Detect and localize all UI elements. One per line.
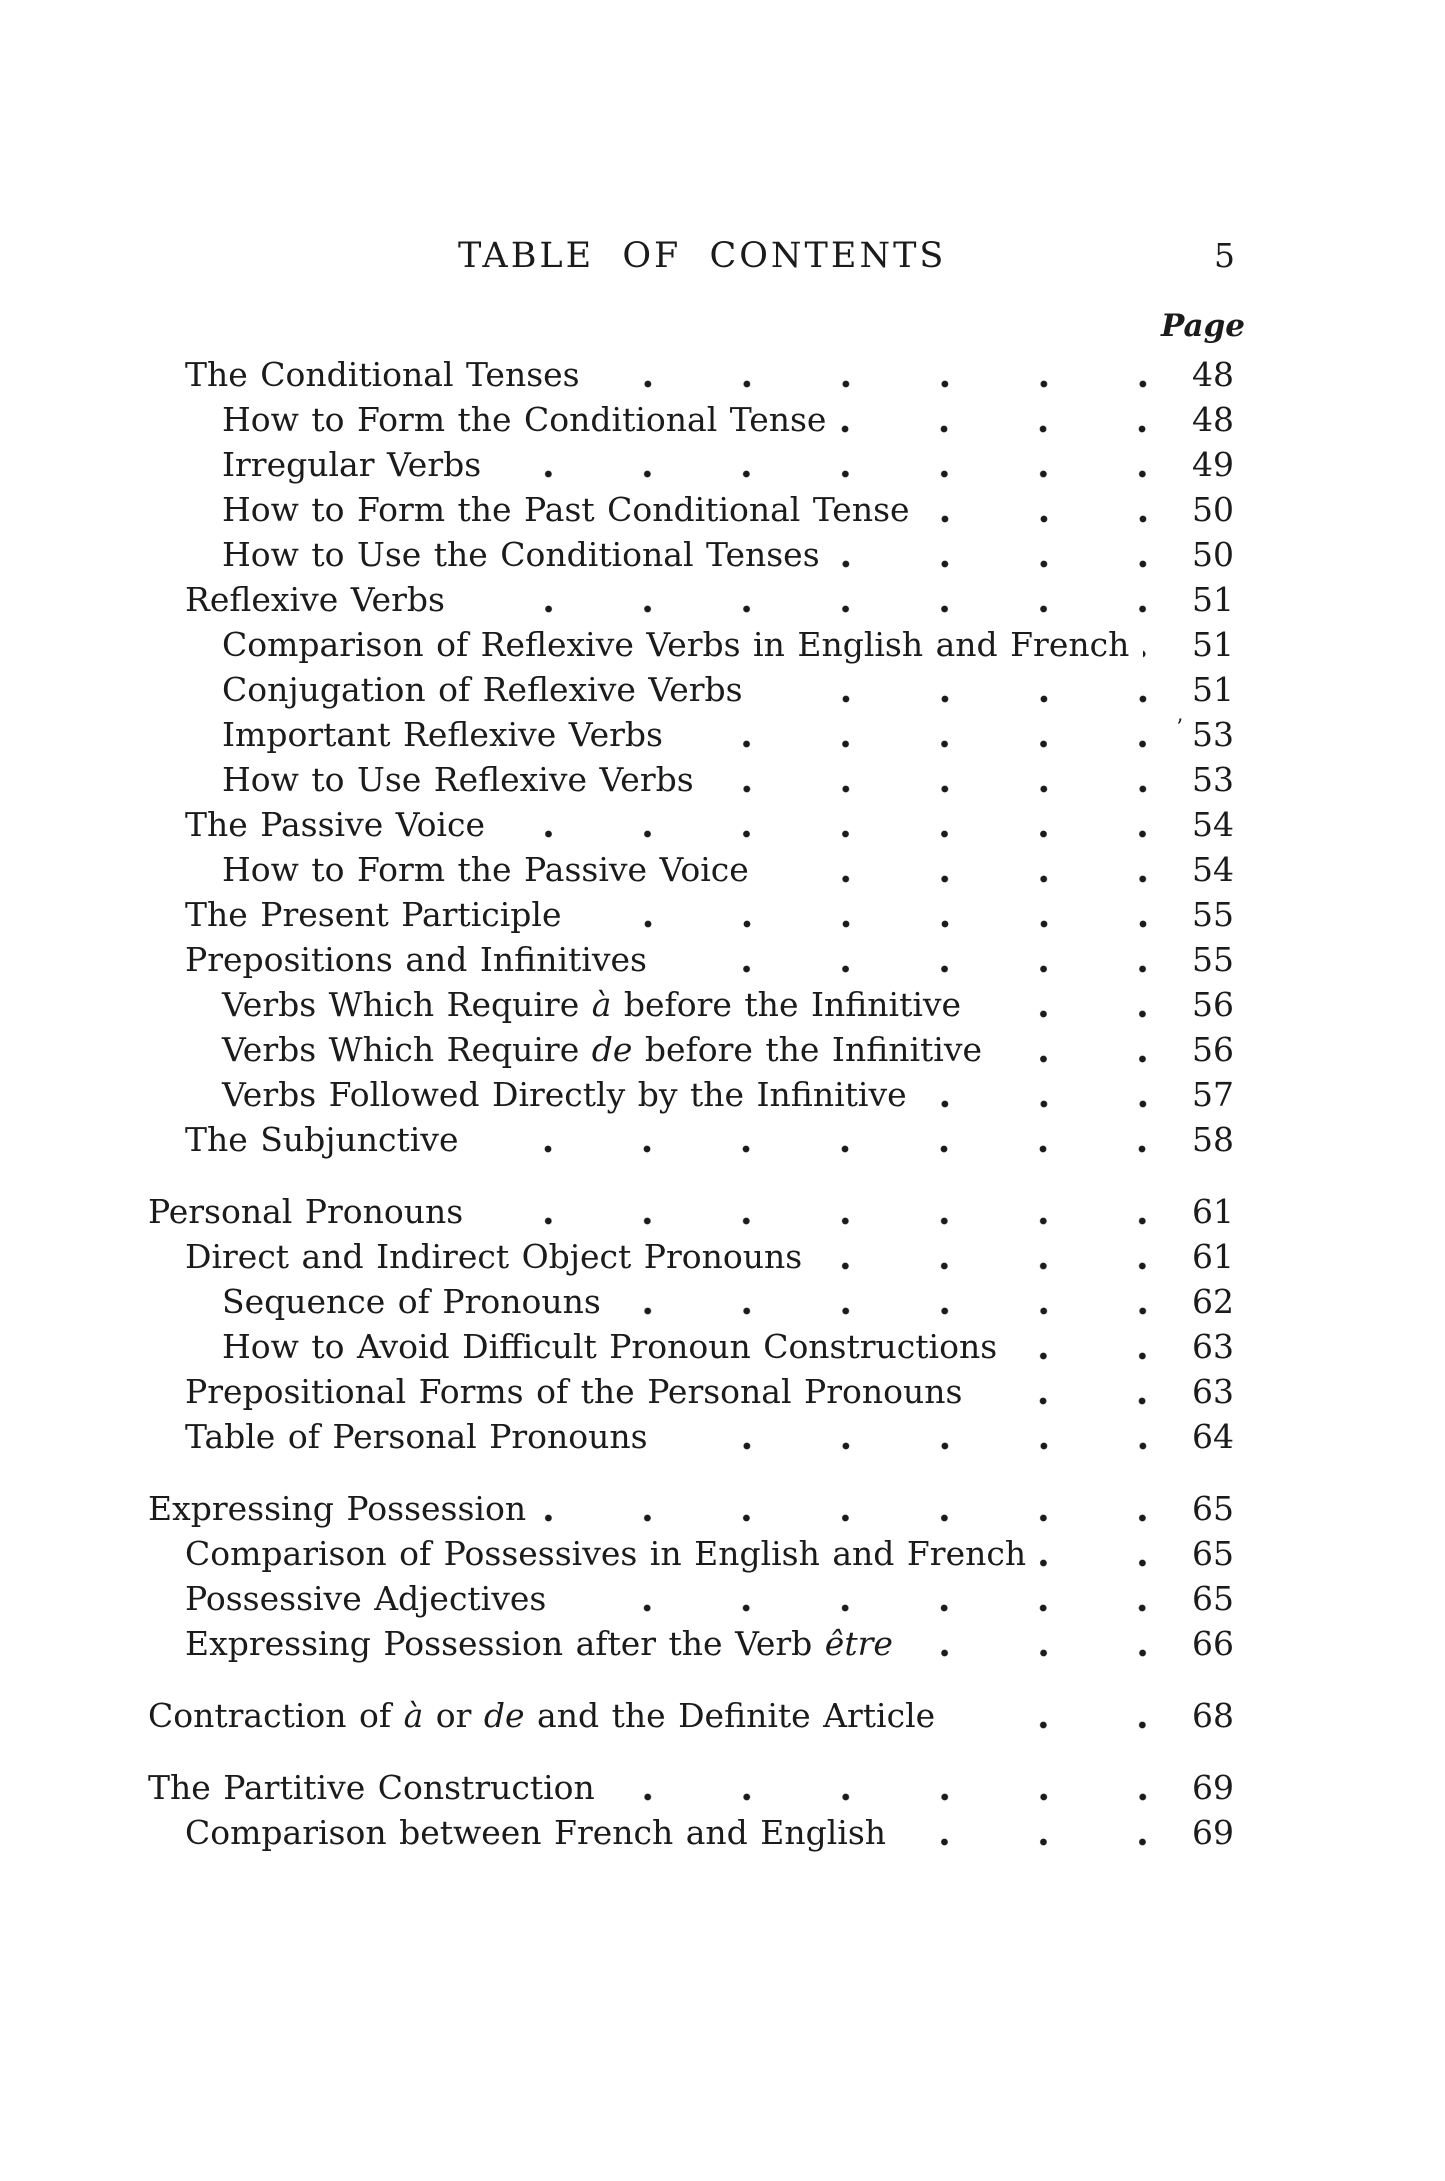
page-number-text: 50 — [1192, 490, 1234, 529]
toc-entry-page — [1174, 487, 1234, 532]
toc-entry-page — [1174, 892, 1234, 937]
toc-list — [148, 352, 1234, 1855]
dot-leader — [477, 1189, 1174, 1234]
title-text: before the Infinitive — [611, 985, 962, 1024]
toc-entry — [148, 892, 1234, 937]
toc-entry-title — [222, 1279, 601, 1324]
toc-entry — [148, 1189, 1234, 1234]
title-text: de — [483, 1696, 525, 1735]
toc-entry-title — [222, 532, 820, 577]
toc-block — [148, 1189, 1234, 1459]
dot-leader — [1040, 1531, 1174, 1576]
title-text: Comparison of Possessives in English and French — [185, 1534, 1027, 1573]
dot-leader — [975, 982, 1174, 1027]
title-text: Important Reflexive Verbs — [222, 715, 663, 754]
toc-entry — [148, 487, 1234, 532]
dot-leader — [949, 1693, 1174, 1738]
page-number-text: 48 — [1192, 355, 1234, 394]
toc-entry-title — [222, 667, 743, 712]
toc-entry-title — [185, 802, 485, 847]
toc-entry-page — [1174, 1810, 1234, 1855]
toc-entry — [148, 1414, 1234, 1459]
toc-entry — [148, 397, 1234, 442]
page-title: TABLE OF CONTENTS — [458, 236, 947, 276]
toc-entry-page — [1174, 397, 1234, 442]
toc-entry — [148, 1234, 1234, 1279]
page-number-text: 49 — [1192, 445, 1234, 484]
page-number-text: 56 — [1192, 985, 1234, 1024]
dot-leader — [834, 532, 1174, 577]
page-number-text: 65 — [1192, 1489, 1234, 1528]
folio-page-number: 5 — [1214, 236, 1235, 275]
dot-leader — [921, 1072, 1174, 1117]
toc-entry-page — [1174, 757, 1234, 802]
toc-entry-title — [185, 937, 647, 982]
toc-entry-title — [148, 1486, 526, 1531]
dot-leader — [662, 1414, 1174, 1459]
title-text: Irregular Verbs — [222, 445, 482, 484]
page-number-text: 66 — [1192, 1624, 1234, 1663]
page-number-text: 57 — [1192, 1075, 1234, 1114]
toc-entry-page — [1174, 802, 1234, 847]
toc-entry — [148, 667, 1234, 712]
toc-entry — [148, 757, 1234, 802]
dot-leader — [499, 802, 1174, 847]
title-text: or — [423, 1696, 484, 1735]
title-text: How to Form the Past Conditional Tense — [222, 490, 910, 529]
toc-entry — [148, 532, 1234, 577]
title-text: Prepositions and Infinitives — [185, 940, 647, 979]
title-text: How to Form the Conditional Tense — [222, 400, 827, 439]
title-text: The Conditional Tenses — [185, 355, 580, 394]
page-number-text: 62 — [1192, 1282, 1234, 1321]
page-number-text: 54 — [1192, 805, 1234, 844]
toc-block — [148, 352, 1234, 1162]
title-text: How to Avoid Difficult Pronoun Constructions — [222, 1327, 998, 1366]
toc-entry-title — [148, 1765, 595, 1810]
page-number-text: 68 — [1192, 1696, 1234, 1735]
page-number-text: 61 — [1192, 1237, 1234, 1276]
toc-entry-title — [185, 1369, 962, 1414]
dot-leader — [816, 1234, 1174, 1279]
title-text: Possessive Adjectives — [185, 1579, 547, 1618]
page-number-text: 58 — [1192, 1120, 1234, 1159]
toc-entry-page — [1174, 982, 1234, 1027]
toc-entry-title — [185, 892, 562, 937]
page-number-text: 65 — [1192, 1579, 1234, 1618]
toc-entry-title — [185, 1234, 802, 1279]
title-text: de — [591, 1030, 633, 1069]
toc-entry-page — [1174, 1486, 1234, 1531]
toc-entry — [148, 1117, 1234, 1162]
toc-entry-page — [1174, 577, 1234, 622]
toc-entry-title — [222, 487, 910, 532]
title-text: Personal Pronouns — [148, 1192, 464, 1231]
toc-entry-title — [222, 982, 961, 1027]
dot-leader — [661, 937, 1174, 982]
title-text: The Subjunctive — [185, 1120, 459, 1159]
page-number-text: 61 — [1192, 1192, 1234, 1231]
dot-leader — [840, 397, 1174, 442]
toc-block — [148, 1486, 1234, 1666]
toc-entry-title — [222, 712, 663, 757]
title-text: How to Use Reflexive Verbs — [222, 760, 694, 799]
toc-entry-title — [222, 847, 749, 892]
toc-entry-title — [185, 1414, 648, 1459]
toc-entry — [148, 847, 1234, 892]
toc-entry-page — [1174, 1072, 1234, 1117]
toc-entry — [148, 937, 1234, 982]
title-text: Direct and Indirect Object Pronouns — [185, 1237, 803, 1276]
page-number-text: 54 — [1192, 850, 1234, 889]
dot-leader — [615, 1279, 1174, 1324]
title-text: Expressing Possession — [148, 1489, 527, 1528]
toc-entry — [148, 1324, 1234, 1369]
title-text: The Passive Voice — [185, 805, 486, 844]
toc-entry — [148, 982, 1234, 1027]
toc-entry-page — [1174, 937, 1234, 982]
toc-entry-title — [222, 442, 481, 487]
toc-entry — [148, 1486, 1234, 1531]
toc-entry — [148, 1279, 1234, 1324]
page-number-text: 51 — [1192, 670, 1234, 709]
toc-entry-page — [1174, 1576, 1234, 1621]
toc-entry-page — [1174, 1279, 1234, 1324]
toc-entry-title — [148, 1693, 935, 1738]
toc-entry-title — [222, 1072, 907, 1117]
toc-entry-page — [1174, 442, 1234, 487]
title-text: and the Definite Article — [524, 1696, 936, 1735]
toc-entry — [148, 1072, 1234, 1117]
toc-entry-title — [222, 397, 826, 442]
page-number-text: 69 — [1192, 1813, 1234, 1852]
toc-entry — [148, 1576, 1234, 1621]
toc-entry-title — [148, 1189, 463, 1234]
dot-leader — [560, 1576, 1174, 1621]
dot-leader — [708, 757, 1174, 802]
toc-entry — [148, 442, 1234, 487]
title-text: à — [591, 985, 612, 1024]
dot-leader — [540, 1486, 1174, 1531]
toc-entry-page — [1174, 532, 1234, 577]
toc-entry-page — [1174, 847, 1234, 892]
page-number-text: 65 — [1192, 1534, 1234, 1573]
toc-entry-title — [222, 1027, 982, 1072]
title-text: Verbs Followed Directly by the Infinitive — [222, 1075, 907, 1114]
toc-entry — [148, 1765, 1234, 1810]
toc-block — [148, 1693, 1234, 1738]
toc-entry — [148, 577, 1234, 622]
stray-apostrophe-mark: ’ — [1176, 715, 1183, 739]
toc-entry-page — [1174, 1324, 1234, 1369]
toc-entry-title — [222, 622, 1129, 667]
page-number-text: 63 — [1192, 1327, 1234, 1366]
dot-leader — [594, 352, 1174, 397]
toc-entry-title — [185, 1531, 1026, 1576]
title-text: How to Form the Passive Voice — [222, 850, 749, 889]
toc-entry — [148, 1531, 1234, 1576]
toc-entry — [148, 712, 1234, 757]
toc-entry-page — [1174, 712, 1234, 757]
toc-entry-page — [1174, 1531, 1234, 1576]
toc-entry — [148, 1693, 1234, 1738]
toc-entry-title — [222, 757, 694, 802]
toc-entry-page — [1174, 1369, 1234, 1414]
page-number-text: 69 — [1192, 1768, 1234, 1807]
toc-block — [148, 1765, 1234, 1855]
title-text: How to Use the Conditional Tenses — [222, 535, 820, 574]
dot-leader — [495, 442, 1174, 487]
toc-entry-title — [185, 1810, 886, 1855]
dot-leader — [763, 847, 1174, 892]
toc-entry-title — [185, 1117, 458, 1162]
dot-leader — [900, 1810, 1174, 1855]
toc-entry-page — [1174, 1234, 1234, 1279]
page-number-text: 51 — [1192, 580, 1234, 619]
dot-leader — [976, 1369, 1174, 1414]
page-column-label: Page — [1161, 308, 1245, 344]
toc-entry-page — [1174, 1693, 1234, 1738]
title-text: Expressing Possession after the Verb — [185, 1624, 825, 1663]
toc-entry-page — [1174, 352, 1234, 397]
page-number-text: 53 — [1192, 715, 1234, 754]
toc-entry-title — [185, 352, 580, 397]
toc-entry — [148, 802, 1234, 847]
toc-entry-title — [185, 1621, 893, 1666]
page-number-text: 55 — [1192, 895, 1234, 934]
toc-entry — [148, 622, 1234, 667]
toc-entry-page — [1174, 1117, 1234, 1162]
page-number-text: 63 — [1192, 1372, 1234, 1411]
page-number-text: 51 — [1192, 625, 1234, 664]
title-text: Table of Personal Pronouns — [185, 1417, 648, 1456]
title-text: Contraction of — [148, 1696, 404, 1735]
title-text: à — [403, 1696, 424, 1735]
page-number-text: 48 — [1192, 400, 1234, 439]
title-text: Conjugation of Reflexive Verbs — [222, 670, 743, 709]
toc-entry-page — [1174, 667, 1234, 712]
title-text: Comparison between French and English — [185, 1813, 887, 1852]
title-text: Prepositional Forms of the Personal Pronouns — [185, 1372, 963, 1411]
dot-leader — [757, 667, 1174, 712]
dot-leader — [924, 487, 1174, 532]
dot-leader — [609, 1765, 1174, 1810]
toc-entry-title — [185, 1576, 546, 1621]
toc-entry-page — [1174, 1765, 1234, 1810]
page-number-text: 50 — [1192, 535, 1234, 574]
dot-leader — [1143, 622, 1174, 667]
title-text: The Present Participle — [185, 895, 562, 934]
dot-leader — [1011, 1324, 1174, 1369]
toc-entry — [148, 1810, 1234, 1855]
dot-leader — [907, 1621, 1174, 1666]
page-number-text: 53 — [1192, 760, 1234, 799]
title-text: The Partitive Construction — [148, 1768, 595, 1807]
toc-entry — [148, 1621, 1234, 1666]
toc-entry — [148, 1369, 1234, 1414]
toc-entry-page — [1174, 1189, 1234, 1234]
page-number-text: 55 — [1192, 940, 1234, 979]
page-header — [458, 236, 1235, 276]
title-text: Verbs Which Require — [222, 985, 592, 1024]
dot-leader — [576, 892, 1175, 937]
toc-entry-page — [1174, 622, 1234, 667]
dot-leader — [677, 712, 1174, 757]
page-number-text: 64 — [1192, 1417, 1234, 1456]
toc-entry-page — [1174, 1414, 1234, 1459]
toc-entry — [148, 352, 1234, 397]
dot-leader — [996, 1027, 1174, 1072]
toc-entry-page — [1174, 1027, 1234, 1072]
title-text: Reflexive Verbs — [185, 580, 445, 619]
toc-entry-page — [1174, 1621, 1234, 1666]
toc-entry-title — [222, 1324, 997, 1369]
title-text: être — [824, 1624, 893, 1663]
title-text: before the Infinitive — [632, 1030, 983, 1069]
toc-entry — [148, 1027, 1234, 1072]
title-text: Verbs Which Require — [222, 1030, 592, 1069]
dot-leader — [459, 577, 1174, 622]
title-text: Sequence of Pronouns — [222, 1282, 601, 1321]
title-text: Comparison of Reflexive Verbs in English and French — [222, 625, 1130, 664]
toc-entry-title — [185, 577, 445, 622]
dot-leader — [472, 1117, 1174, 1162]
page-number-text: 56 — [1192, 1030, 1234, 1069]
